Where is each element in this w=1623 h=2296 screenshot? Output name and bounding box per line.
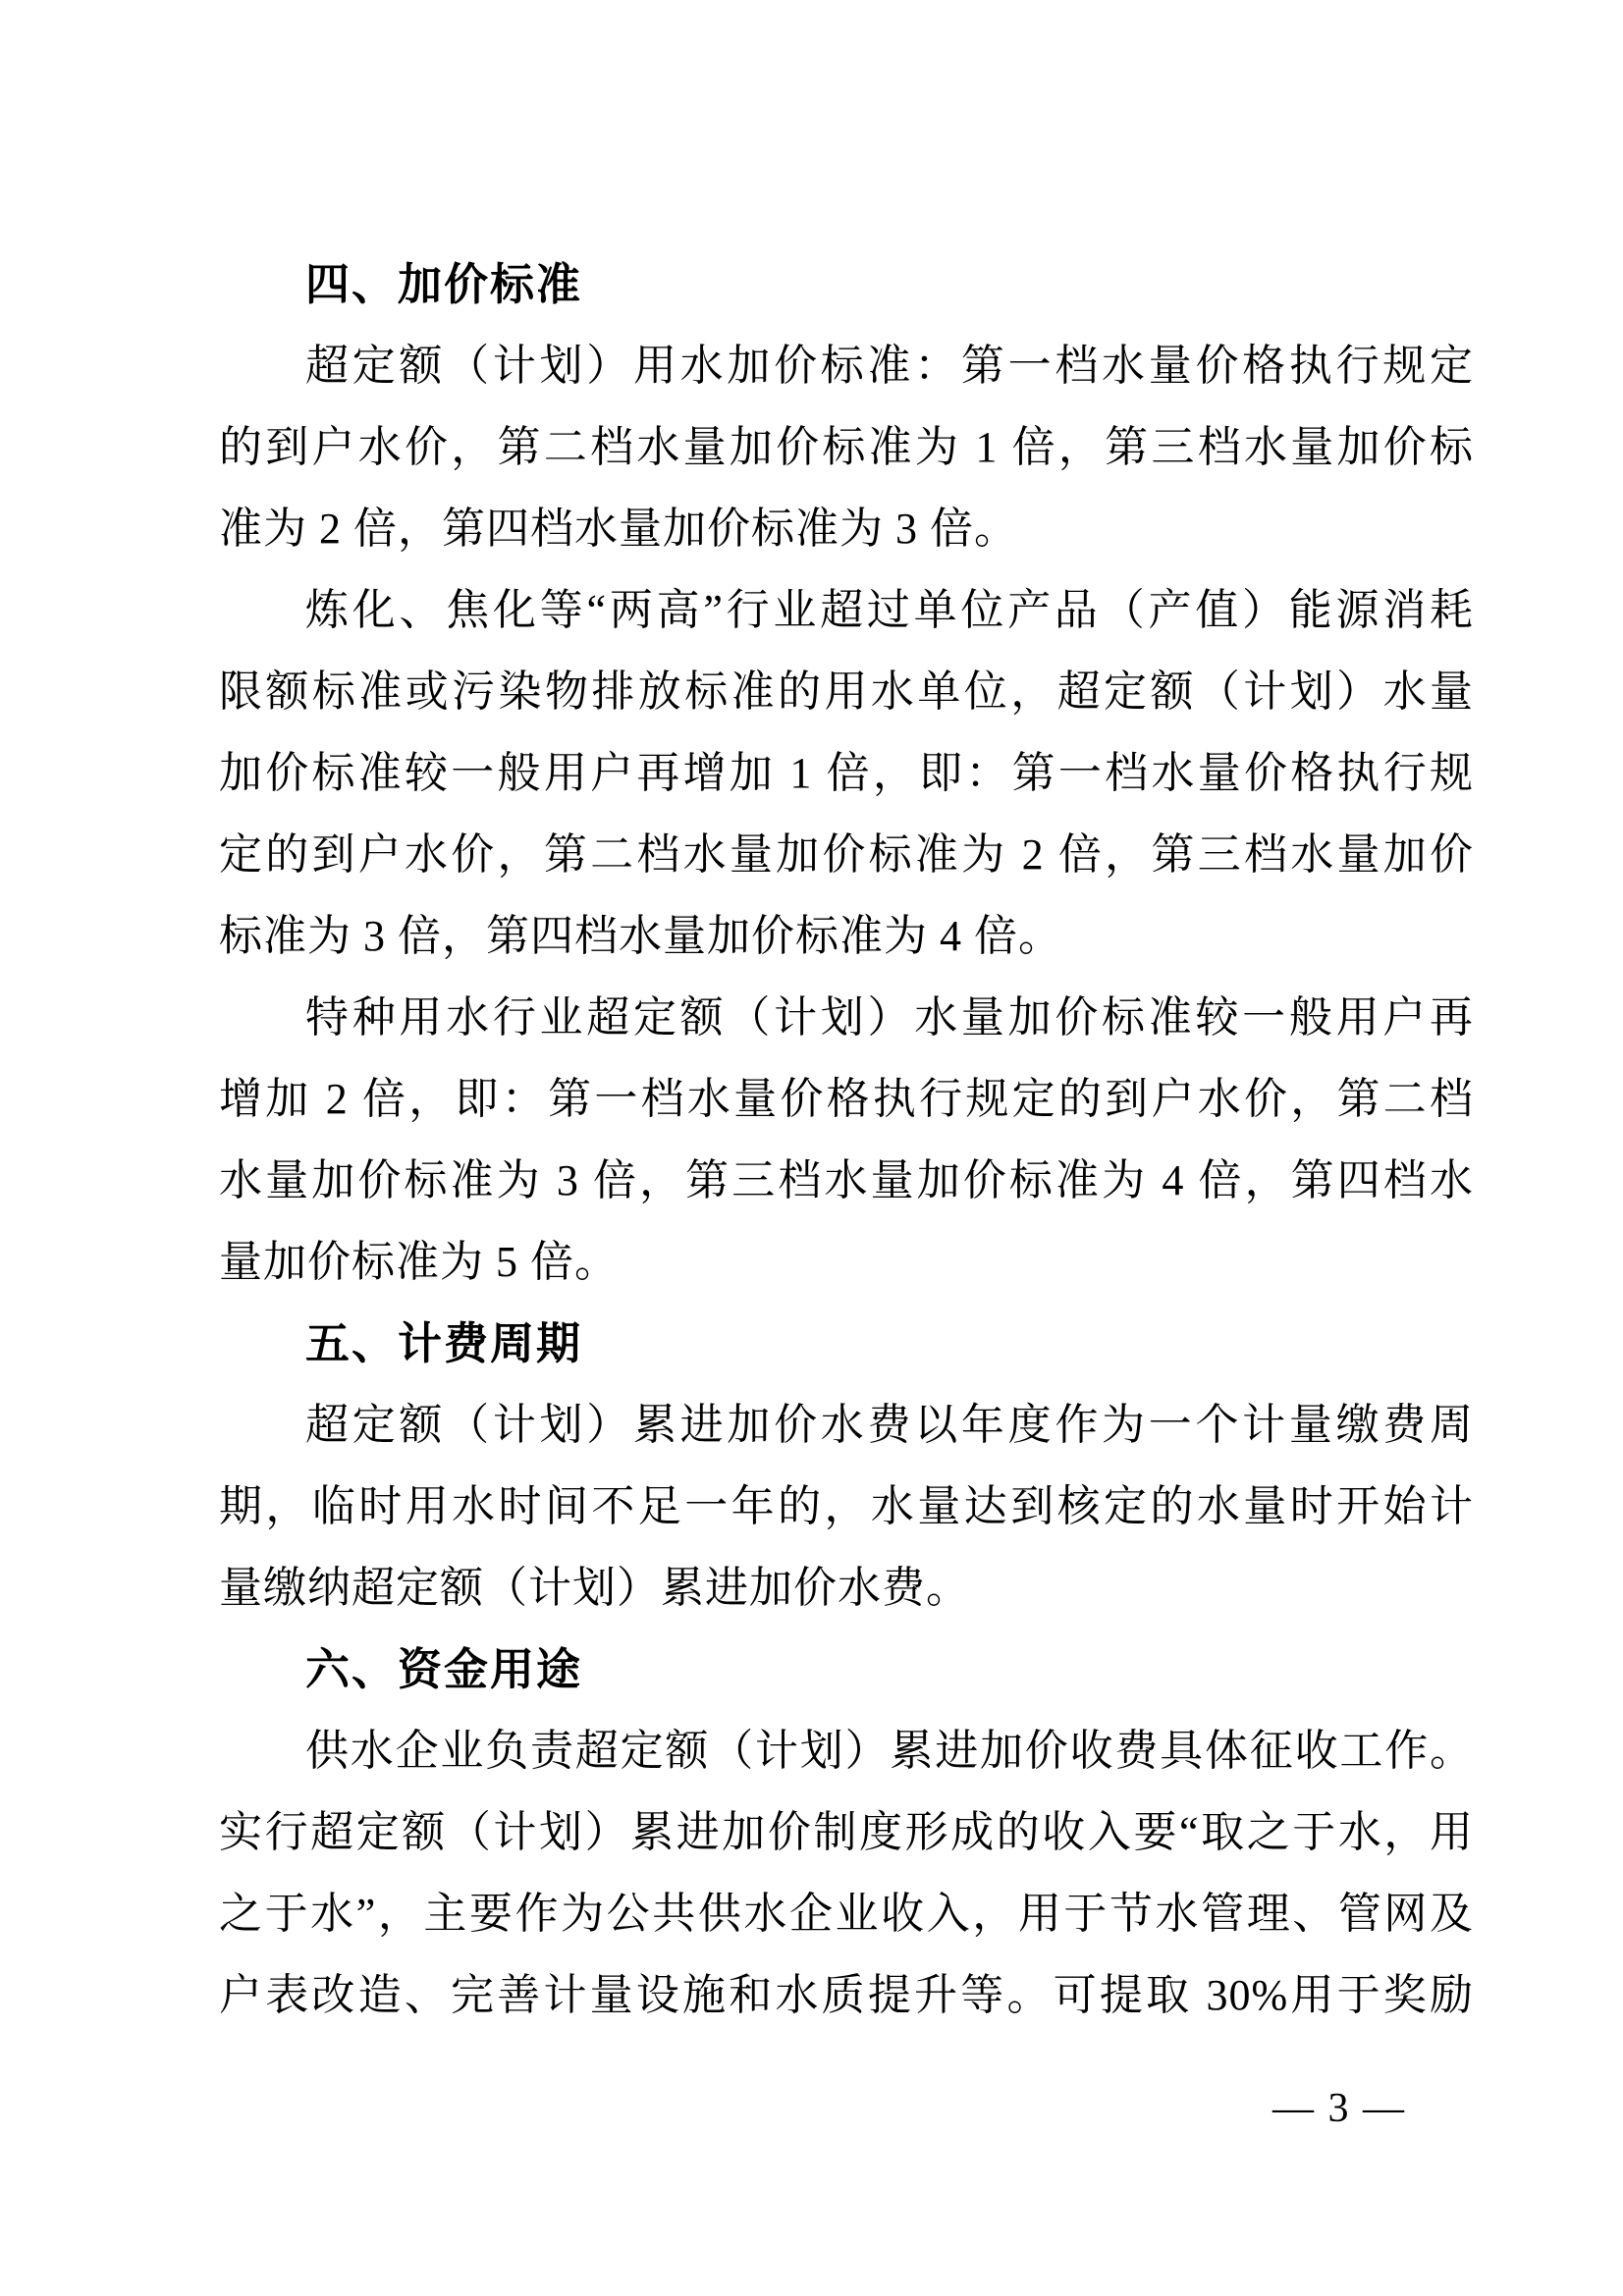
heading-section-6: 六、资金用途	[305, 1644, 583, 1694]
body-line: 量缴纳超定额（计划）累进加价水费。	[219, 1564, 970, 1612]
document-body	[219, 243, 1474, 2036]
body-line: 限额标准或污染物排放标准的用水单位，超定额（计划）水量	[219, 667, 1474, 716]
body-line: 期，临时用水时间不足一年的，水量达到核定的水量时开始计	[219, 1482, 1474, 1530]
heading-section-4: 四、加价标准	[305, 259, 583, 309]
body-line: 量加价标准为 5 倍。	[219, 1238, 619, 1286]
body-line: 实行超定额（计划）累进加价制度形成的收入要“取之于水，用	[219, 1808, 1474, 1856]
heading-section-5: 五、计费周期	[305, 1318, 583, 1368]
body-line: 加价标准较一般用户再增加 1 倍，即：第一档水量价格执行规	[219, 749, 1474, 797]
body-line: 定的到户水价，第二档水量加价标准为 2 倍，第三档水量加价	[219, 830, 1474, 879]
body-line: 的到户水价，第二档水量加价标准为 1 倍，第三档水量加价标	[219, 423, 1474, 471]
body-line: 超定额（计划）用水加价标准：第一档水量价格执行规定	[305, 342, 1474, 390]
body-line: 特种用水行业超定额（计划）水量加价标准较一般用户再	[305, 993, 1474, 1041]
body-line: 增加 2 倍，即：第一档水量价格执行规定的到户水价，第二档	[219, 1075, 1474, 1123]
body-line: 标准为 3 倍，第四档水量加价标准为 4 倍。	[219, 912, 1062, 960]
body-line: 炼化、焦化等“两高”行业超过单位产品（产值）能源消耗	[305, 586, 1474, 634]
body-line: 水量加价标准为 3 倍，第三档水量加价标准为 4 倍，第四档水	[219, 1156, 1474, 1204]
body-line: 户表改造、完善计量设施和水质提升等。可提取 30%用于奖励	[219, 1971, 1474, 2019]
body-line: 准为 2 倍，第四档水量加价标准为 3 倍。	[219, 505, 1018, 553]
body-line: 之于水”，主要作为公共供水企业收入，用于节水管理、管网及	[219, 1890, 1474, 1938]
body-line: 超定额（计划）累进加价水费以年度作为一个计量缴费周	[305, 1401, 1474, 1449]
page-number: — 3 —	[1272, 2086, 1406, 2131]
body-line: 供水企业负责超定额（计划）累进加价收费具体征收工作。	[305, 1727, 1474, 1775]
